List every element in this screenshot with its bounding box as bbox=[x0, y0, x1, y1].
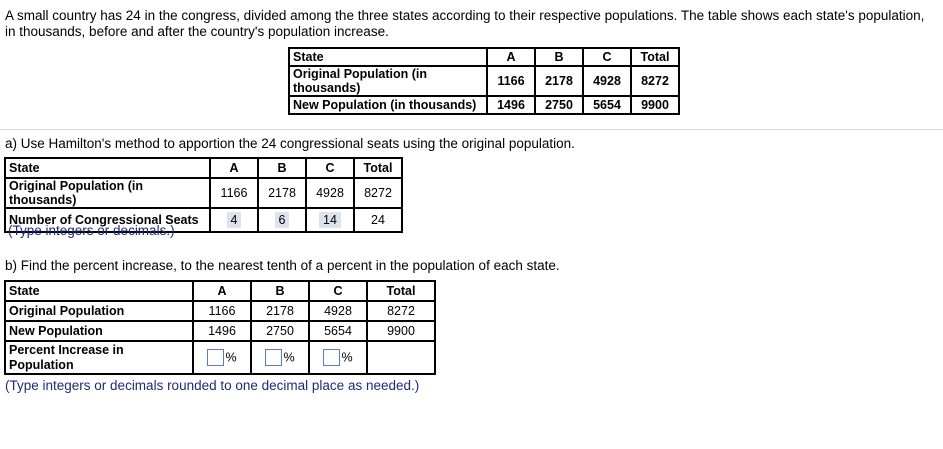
table-header-row bbox=[5, 281, 435, 301]
cell-b: 2750 bbox=[251, 321, 309, 341]
section-divider bbox=[0, 129, 943, 130]
row-label: Percent Increase in Population bbox=[5, 341, 193, 374]
cell-a: 1166 bbox=[210, 178, 258, 208]
row-label: New Population (in thousands) bbox=[289, 96, 487, 114]
header-b: B bbox=[251, 281, 309, 301]
cell-c: 5654 bbox=[309, 321, 367, 341]
answer-seats-b[interactable]: 6 bbox=[275, 212, 290, 228]
header-c: C bbox=[309, 281, 367, 301]
cell-a: 1166 bbox=[487, 66, 535, 96]
table-row bbox=[5, 178, 402, 208]
header-b: B bbox=[258, 158, 306, 178]
cell-a bbox=[193, 341, 251, 374]
header-a: A bbox=[210, 158, 258, 178]
cell-c: 4928 bbox=[309, 301, 367, 321]
cell-a: 1496 bbox=[487, 96, 535, 114]
cell-c bbox=[309, 341, 367, 374]
cell-b: 2178 bbox=[258, 178, 306, 208]
table-row bbox=[5, 321, 435, 341]
cell-total: 24 bbox=[354, 208, 402, 232]
part-b-question: b) Find the percent increase, to the nearest tenth of a percent in the population of each state. bbox=[5, 258, 560, 273]
cell-c: 5654 bbox=[583, 96, 631, 114]
problem-intro: A small country has 24 in the congress, divided among the three states according to their respective populations. The table shows each state's population, in thousands, before and after the country's population increase. bbox=[5, 8, 925, 39]
percent-sign: % bbox=[283, 350, 295, 365]
table-row bbox=[289, 66, 679, 96]
table-header-row bbox=[289, 48, 679, 66]
apportionment-table bbox=[4, 157, 403, 233]
part-b-note: (Type integers or decimals rounded to one decimal place as needed.) bbox=[5, 378, 420, 393]
cell-c bbox=[306, 208, 354, 232]
row-label: Original Population (in thousands) bbox=[5, 178, 210, 208]
cell-c: 4928 bbox=[583, 66, 631, 96]
table-row bbox=[5, 341, 435, 374]
percent-increase-table bbox=[4, 280, 436, 375]
row-label: Original Population (in thousands) bbox=[289, 66, 487, 96]
cell-total: 8272 bbox=[354, 178, 402, 208]
header-total: Total bbox=[631, 48, 679, 66]
percent-sign: % bbox=[341, 350, 353, 365]
cell-b: 2178 bbox=[251, 301, 309, 321]
table-row bbox=[289, 96, 679, 114]
cell-total: 9900 bbox=[367, 321, 435, 341]
percent-input-a[interactable] bbox=[207, 349, 224, 366]
cell-a bbox=[210, 208, 258, 232]
row-label: Number of Congressional Seats bbox=[5, 208, 210, 232]
percent-input-b[interactable] bbox=[265, 349, 282, 366]
cell-b: 2750 bbox=[535, 96, 583, 114]
header-total: Total bbox=[367, 281, 435, 301]
cell-total: 9900 bbox=[631, 96, 679, 114]
header-c: C bbox=[306, 158, 354, 178]
header-a: A bbox=[193, 281, 251, 301]
part-a-note: (Type integers or decimals.) bbox=[8, 223, 175, 238]
cell-total: 8272 bbox=[631, 66, 679, 96]
percent-sign: % bbox=[225, 350, 237, 365]
table-header-row bbox=[5, 158, 402, 178]
header-state: State bbox=[5, 281, 193, 301]
cell-a: 1496 bbox=[193, 321, 251, 341]
header-total: Total bbox=[354, 158, 402, 178]
cell-b bbox=[251, 341, 309, 374]
cell-b bbox=[258, 208, 306, 232]
header-state: State bbox=[5, 158, 210, 178]
header-state: State bbox=[289, 48, 487, 66]
row-label: Original Population bbox=[5, 301, 193, 321]
population-table bbox=[288, 47, 680, 115]
answer-seats-c[interactable]: 14 bbox=[319, 212, 341, 228]
cell-total: 8272 bbox=[367, 301, 435, 321]
header-b: B bbox=[535, 48, 583, 66]
part-a-question: a) Use Hamilton's method to apportion the 24 congressional seats using the original population. bbox=[5, 136, 575, 151]
header-a: A bbox=[487, 48, 535, 66]
percent-input-c[interactable] bbox=[323, 349, 340, 366]
cell-a: 1166 bbox=[193, 301, 251, 321]
cell-c: 4928 bbox=[306, 178, 354, 208]
cell-b: 2178 bbox=[535, 66, 583, 96]
cell-total bbox=[367, 341, 435, 374]
table-row bbox=[5, 301, 435, 321]
header-c: C bbox=[583, 48, 631, 66]
row-label: New Population bbox=[5, 321, 193, 341]
answer-seats-a[interactable]: 4 bbox=[227, 212, 242, 228]
